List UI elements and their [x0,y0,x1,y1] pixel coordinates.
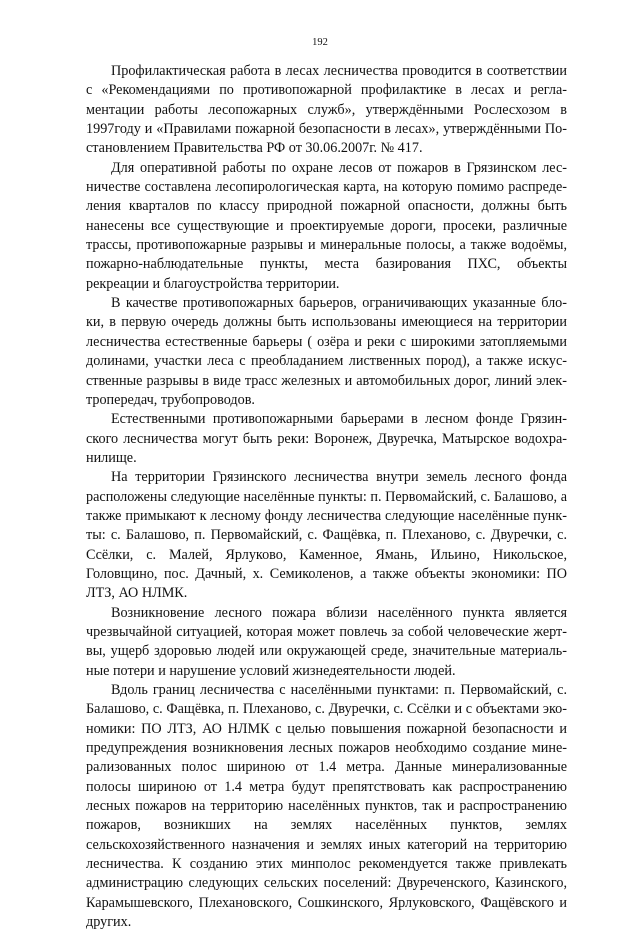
paragraph-prevention-rules: Профилактическая работа в лесах лесничества проводится в соответствии с «Рекомендациями по противопожарной профилактике в лесах и регламентации работы лесопожарных служб», утверждёнными Рослесхозом в 1997году и «Правилами пожарной безопасности в лесах», утверждёнными Постановлением Правительства РФ от 30.06.2007г. № 417. [86,63,567,157]
paragraph-settlements: На территории Грязинского лесничества внутри земель лесного фонда расположены следующие населённые пункты: п. Первомайский, с. Балашово, а также примыкают к лесному фонду лесничества следующие населённые пункты: с. Балашово, п. Первомайский, с. Фащёвка, п. Плеханово, с. Двуречки, с. Ссёлки, с. Малей, Ярлуково, Каменное, Ямань, Ильино, Никольское, Головщино, пос. Дачный, х. Семиколенов, а также объекты экономики: ПО ЛТЗ, АО НЛМК. [86,469,567,602]
page-number: 192 [312,37,328,48]
body-text [86,62,567,932]
paragraph-emergency: Возникновение лесного пожара вблизи населённого пункта является чрезвычайной ситуацией, которая может повлечь за собой человеческие жертвы, ущерб здоровью людей или окружающей среде, значительные материальные потери и нарушение условий жизнедеятельности людей. [86,604,567,679]
paragraph-natural-barriers: Естественными противопожарными барьерами в лесном фонде Грязинского лесничества могут быть реки: Воронеж, Двуречка, Матырское водохранилище. [86,411,567,466]
paragraph-fire-barriers: В качестве противопожарных барьеров, ограничивающих указанные блоки, в первую очередь должны быть использованы имеющиеся на территории лесничества естественные барьеры ( озёра и реки с широкими затопляемыми долинами, участки леса с преобладанием лиственных пород), а также искусственные разрывы в виде трасс железных и автомобильных дорог, линий электропередач, трубопроводов. [86,295,567,408]
paragraph-fire-map: Для оперативной работы по охране лесов от пожаров в Грязинском лесничестве составлена лесопирологическая карта, на которую помимо распределения кварталов по классу природной пожарной опасности, должны быть нанесены все существующие и проектируемые дороги, просеки, различные трассы, противопожарные разрывы и минеральные полосы, а также водоёмы, пожарно-наблюдательные пункты, места базирования ПХС, объекты рекреации и благоустройства территории. [86,159,567,292]
paragraph-mineral-strips: Вдоль границ лесничества с населёнными пунктами: п. Первомайский, с. Балашово, с. Фащёвка, п. Плеханово, с. Двуречки, с. Ссёлки и с объектами экономики: ПО ЛТЗ, АО НЛМК с целью повышения пожарной безопасности и предупреждения возникновения лесных пожаров необходимо создание минерализованных полос шириною от 1.4 метра. Данные минерализованные полосы шириною от 1.4 метра будут препятствовать как распространению лесных пожаров на территорию населённых пунктов, так и распространению пожаров, возникших на землях населённых пунктов, землях сельскохозяйственного назначения и землях иных категорий на территорию лесничества. К созданию этих минполос рекомендуется также привлекать администрацию следующих сельских поселений: Двуреченского, Казинского, Карамышевского, Плехановского, Сошкинского, Ярлуковского, Фащёвского и других. [86,682,567,931]
